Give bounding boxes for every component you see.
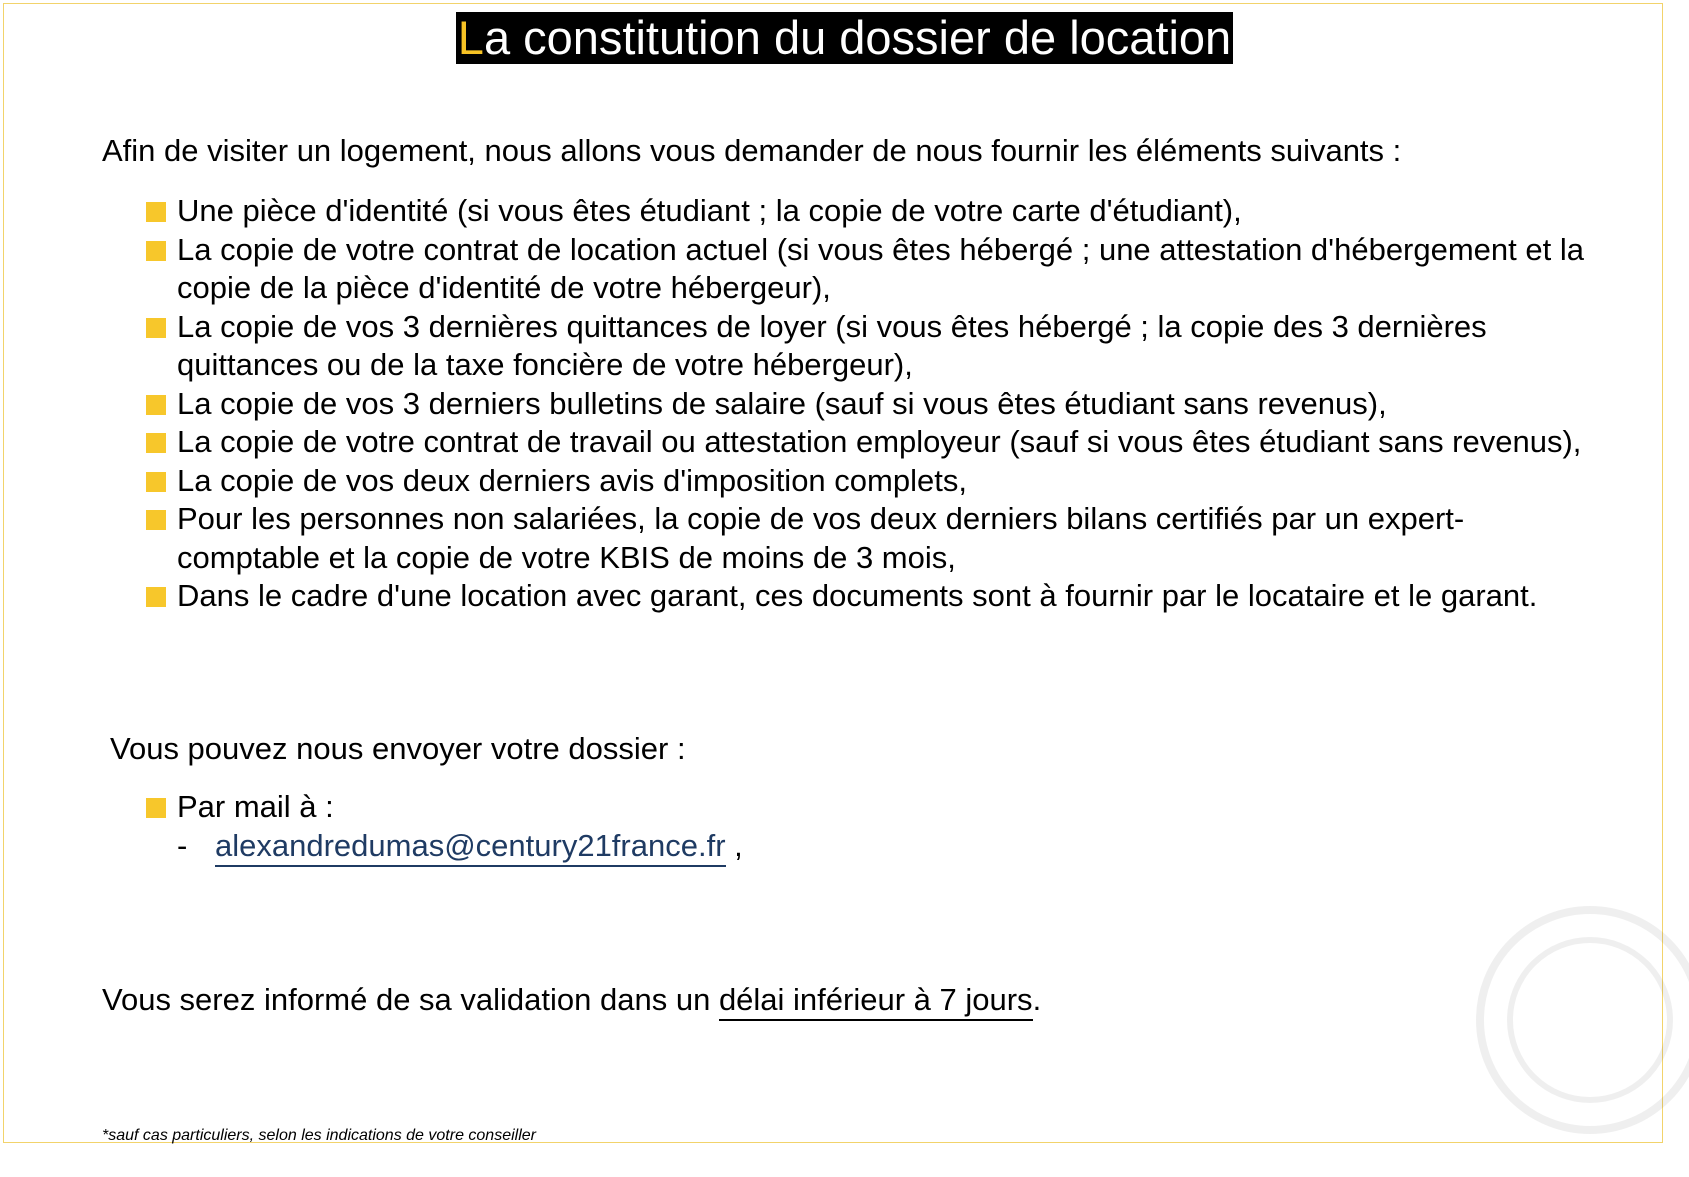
title-first-letter: L: [457, 11, 484, 64]
square-bullet-icon: [146, 510, 166, 530]
list-item: [146, 192, 1586, 231]
delay-highlight: délai inférieur à 7 jours: [719, 982, 1033, 1021]
closing-suffix: .: [1032, 982, 1042, 1017]
list-item-text: La copie de vos deux derniers avis d'imposition complets,: [177, 462, 967, 498]
title-container: [0, 12, 1689, 64]
square-bullet-icon: [146, 472, 166, 492]
square-bullet-icon: [146, 395, 166, 415]
footnote: *sauf cas particuliers, selon les indications de votre conseiller: [102, 1127, 536, 1144]
square-bullet-icon: [146, 433, 166, 453]
list-item: [146, 385, 1586, 424]
watermark-logo-icon: [1470, 900, 1689, 1140]
list-item-text: Dans le cadre d'une location avec garant, ces documents sont à fournir par le locataire et le garant.: [177, 578, 1538, 613]
list-item-text: Une pièce d'identité (si vous êtes étudiant ; la copie de votre carte d'étudiant),: [177, 193, 1242, 228]
page-title: [456, 12, 1233, 64]
intro-text: Afin de visiter un logement, nous allons vous demander de nous fournir les éléments suivants :: [102, 133, 1402, 168]
list-item: [146, 423, 1586, 462]
list-item: [146, 500, 1586, 577]
list-item: [146, 231, 1586, 308]
closing-prefix: Vous serez informé de sa validation dans un: [102, 982, 719, 1017]
square-bullet-icon: [146, 318, 166, 338]
mail-label: Par mail à :: [177, 789, 334, 824]
list-item-text: La copie de vos 3 derniers bulletins de salaire (sauf si vous êtes étudiant sans revenus),: [177, 385, 1387, 421]
closing-text: [102, 981, 1041, 1019]
list-item-text: Pour les personnes non salariées, la copie de vos deux derniers bilans certifiés par un expert-comptable et la copie de votre KBIS de moins de 3 mois,: [177, 501, 1465, 575]
title-text: a constitution du dossier de location: [483, 11, 1232, 64]
email-link[interactable]: alexandredumas@century21france.fr: [215, 828, 726, 867]
documents-list: [146, 192, 1586, 616]
list-item: [146, 462, 1586, 501]
email-line: [177, 827, 743, 865]
square-bullet-icon: [146, 798, 166, 818]
mail-list-item: [146, 788, 334, 826]
dash: -: [177, 828, 188, 863]
list-item: [146, 577, 1586, 616]
square-bullet-icon: [146, 202, 166, 222]
list-item-text: La copie de votre contrat de location actuel (si vous êtes hébergé ; une attestation d'hébergement et la copie de la pièce d'identité de votre hébergeur),: [177, 231, 1584, 305]
email-suffix: ,: [725, 828, 743, 863]
list-item-text: La copie de vos 3 dernières quittances de loyer (si vous êtes hébergé ; la copie des 3 dernières quittances ou de la taxe foncière de votre hébergeur),: [177, 308, 1487, 382]
send-intro-text: Vous pouvez nous envoyer votre dossier :: [110, 731, 686, 766]
list-item-text: La copie de votre contrat de travail ou attestation employeur (sauf si vous êtes étudiant sans revenus),: [177, 424, 1582, 459]
square-bullet-icon: [146, 241, 166, 261]
list-item: [146, 308, 1586, 385]
square-bullet-icon: [146, 587, 166, 607]
